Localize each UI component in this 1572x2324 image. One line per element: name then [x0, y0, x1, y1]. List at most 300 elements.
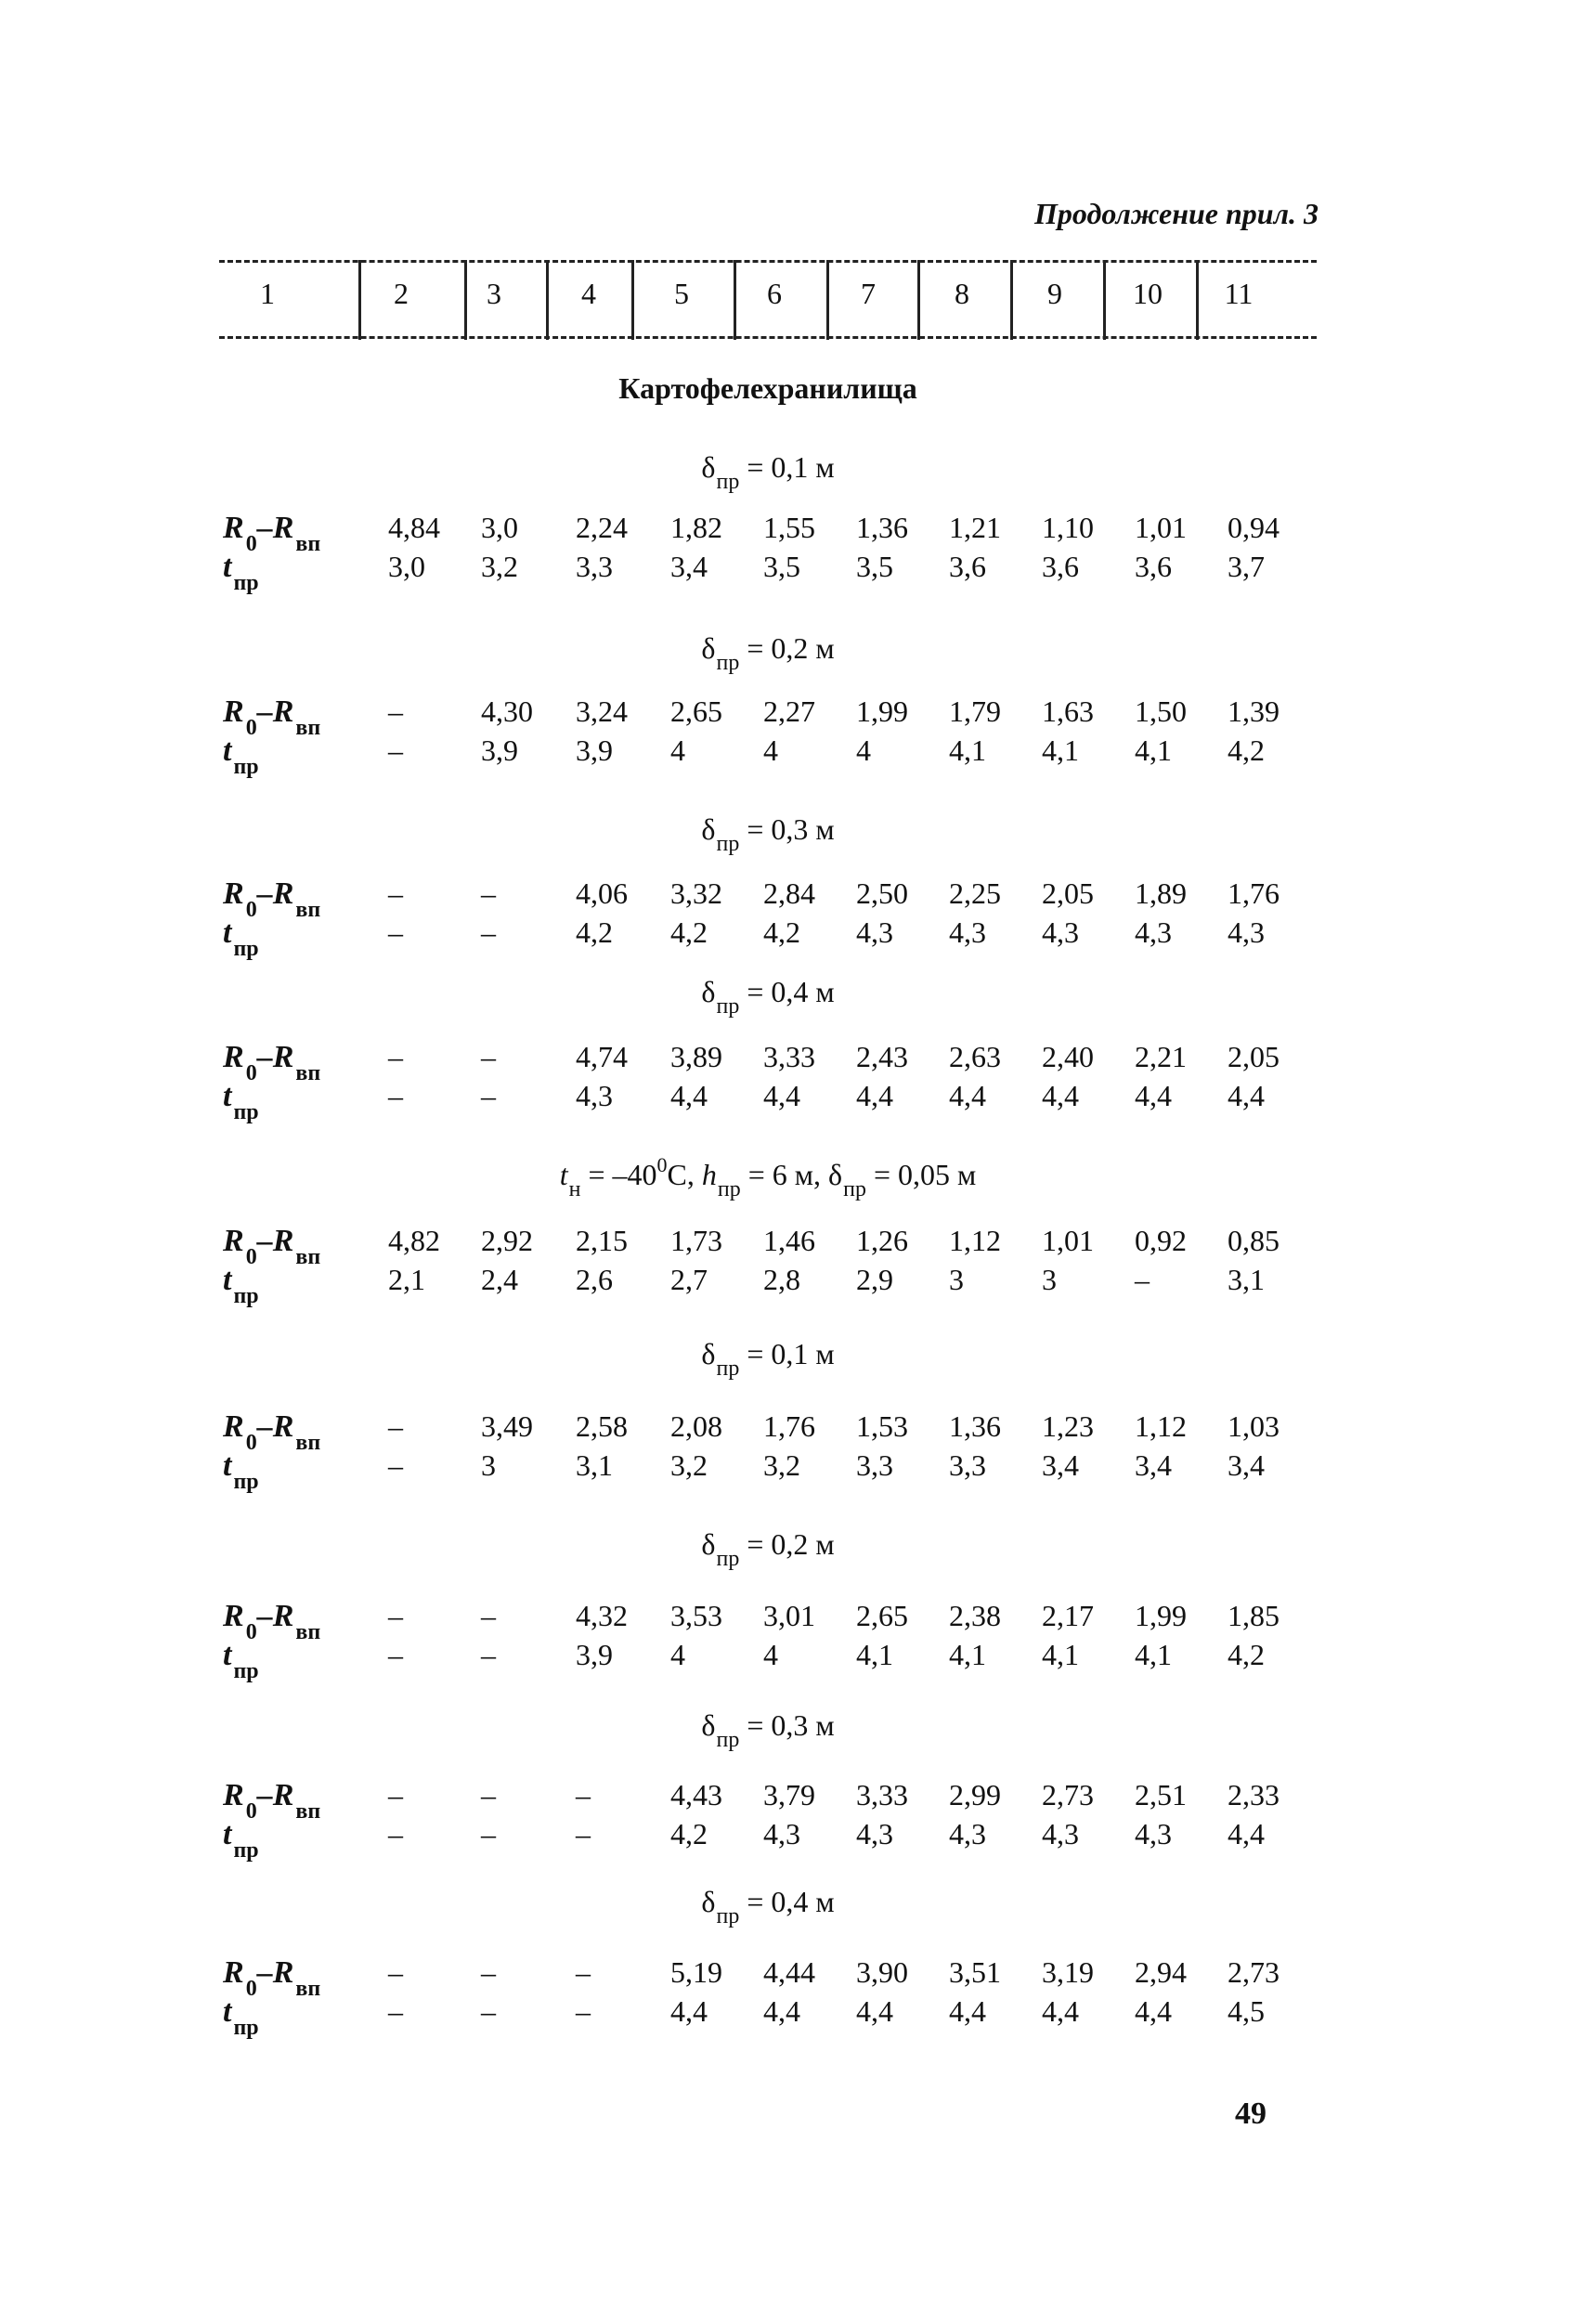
table-cell-t-value: – [1135, 1263, 1150, 1296]
column-divider [917, 260, 920, 340]
table-cell-r-value: 4,06 [576, 876, 628, 910]
table-cell-r-value: 2,38 [949, 1599, 1001, 1632]
row-label-tpr [223, 915, 259, 962]
table-cell-r-value: 1,85 [1228, 1599, 1280, 1632]
table-cell-r-value: 1,23 [1042, 1409, 1094, 1443]
r-dash-symbol: –R [256, 1409, 294, 1444]
group-heading [219, 1708, 1317, 1753]
table-cell-t-value: 4,4 [856, 1079, 893, 1112]
table-cell-t-value: 3,5 [856, 550, 893, 583]
column-divider [1103, 260, 1106, 340]
group-heading [219, 812, 1317, 857]
table-cell-r-value: 1,36 [949, 1409, 1001, 1443]
table-cell-r-value: 2,40 [1042, 1040, 1094, 1073]
r-symbol: R [223, 876, 244, 911]
column-number: 9 [1047, 277, 1062, 310]
table-cell-r-value: 2,05 [1228, 1040, 1280, 1073]
t-subscript: пр [233, 755, 259, 779]
delta-symbol: δ [701, 812, 716, 846]
column-divider [1196, 260, 1199, 340]
table-cell-t-value: 4,3 [576, 1079, 613, 1112]
r-dash-symbol: –R [256, 1955, 294, 1990]
table-cell-t-value: 3,3 [576, 550, 613, 583]
row-label-tpr [223, 734, 259, 780]
table-cell-r-value: 2,65 [670, 695, 722, 728]
table-cell-r-value: 3,01 [763, 1599, 815, 1632]
conditions-line [219, 1153, 1317, 1202]
table-cell-r-value: 1,79 [949, 695, 1001, 728]
delta-subscript: пр [716, 470, 740, 494]
group-heading [219, 1527, 1317, 1572]
delta-symbol: δ [701, 450, 716, 484]
delta-value: = 0,2 м [739, 631, 835, 665]
table-cell-t-value: 3,9 [576, 734, 613, 767]
table-cell-r-value: 5,19 [670, 1955, 722, 1989]
table-cell-r-value: – [576, 1778, 591, 1811]
table-cell-r-value: 2,58 [576, 1409, 628, 1443]
column-number: 4 [581, 277, 596, 310]
delta-value: = 0,1 м [739, 1337, 835, 1370]
column-number: 11 [1224, 277, 1254, 310]
table-cell-t-value: – [481, 915, 496, 949]
table-cell-r-value: 1,12 [1135, 1409, 1187, 1443]
table-cell-t-value: 4,4 [949, 1994, 986, 2028]
r-subscript-vp: вп [295, 1431, 321, 1455]
table-cell-t-value: 4 [763, 734, 778, 767]
delta-value: = 0,3 м [739, 812, 835, 846]
delta-subscript: пр [716, 832, 740, 856]
row-label-tpr [223, 1817, 259, 1863]
r-subscript: 0 [245, 532, 257, 556]
table-cell-t-value: 4,3 [949, 915, 986, 949]
table-cell-t-value: 4,4 [763, 1994, 800, 2028]
r-subscript: 0 [245, 1431, 257, 1455]
table-cell-r-value: 1,46 [763, 1224, 815, 1257]
delta-value: = 0,1 м [739, 450, 835, 484]
table-cell-t-value: 4,3 [856, 1817, 893, 1850]
table-cell-t-value: – [388, 1638, 403, 1671]
delta-subscript: пр [716, 1357, 740, 1381]
r-subscript-vp: вп [295, 898, 321, 922]
group-heading [219, 1885, 1317, 1929]
r-dash-symbol: –R [256, 1040, 294, 1074]
r-subscript-vp: вп [295, 1061, 321, 1085]
table-cell-t-value: 3,4 [1228, 1448, 1265, 1482]
h-value: = 6 м, [740, 1158, 829, 1191]
table-cell-t-value: 4,1 [1135, 1638, 1172, 1671]
table-cell-t-value: 3,9 [481, 734, 518, 767]
t-subscript: пр [233, 937, 259, 961]
r-subscript-vp: вп [295, 532, 321, 556]
table-cell-r-value: – [388, 1778, 403, 1811]
header-bottom-rule [219, 336, 1317, 339]
table-cell-r-value: – [481, 1955, 496, 1989]
running-head: Продолжение прил. 3 [1034, 197, 1319, 230]
table-cell-r-value: – [388, 1409, 403, 1443]
table-cell-r-value: 1,03 [1228, 1409, 1280, 1443]
r-subscript: 0 [245, 898, 257, 922]
delta-value: = 0,2 м [739, 1527, 835, 1561]
r-subscript-vp: вп [295, 1977, 321, 2001]
r-subscript-vp: вп [295, 1799, 321, 1824]
table-cell-r-value: 2,43 [856, 1040, 908, 1073]
table-cell-r-value: 2,05 [1042, 876, 1094, 910]
r-subscript: 0 [245, 1061, 257, 1085]
table-cell-r-value: 3,0 [481, 511, 518, 544]
t-symbol: t [223, 1448, 232, 1483]
table-cell-r-value: 3,89 [670, 1040, 722, 1073]
r-dash-symbol: –R [256, 695, 294, 729]
table-cell-r-value: 2,63 [949, 1040, 1001, 1073]
table-cell-r-value: 3,33 [856, 1778, 908, 1811]
delta-value: = 0,4 м [739, 975, 835, 1008]
table-cell-t-value: 4,3 [1135, 915, 1172, 949]
table-cell-t-value: 2,1 [388, 1263, 425, 1296]
table-cell-t-value: 4,3 [763, 1817, 800, 1850]
delta-symbol: δ [701, 1708, 716, 1742]
t-subscript: пр [233, 1100, 259, 1124]
table-cell-t-value: 3,5 [763, 550, 800, 583]
table-cell-t-value: 3,4 [1042, 1448, 1079, 1482]
table-cell-r-value: 1,26 [856, 1224, 908, 1257]
table-cell-t-value: 4,1 [1042, 734, 1079, 767]
table-cell-t-value: 3,4 [1135, 1448, 1172, 1482]
table-cell-r-value: 4,44 [763, 1955, 815, 1989]
column-number: 5 [674, 277, 689, 310]
table-cell-r-value: – [388, 1955, 403, 1989]
column-divider [358, 260, 361, 340]
table-cell-t-value: 2,9 [856, 1263, 893, 1296]
r-symbol: R [223, 1224, 244, 1258]
column-divider [1010, 260, 1013, 340]
table-cell-r-value: 2,21 [1135, 1040, 1187, 1073]
page-number: 49 [1235, 2097, 1267, 2131]
r-subscript-vp: вп [295, 716, 321, 740]
table-cell-t-value: 4,4 [949, 1079, 986, 1112]
table-cell-t-value: 2,7 [670, 1263, 708, 1296]
table-cell-t-value: – [388, 1994, 403, 2028]
delta-subscript: пр [716, 1728, 740, 1752]
t-h-symbol: t [559, 1158, 568, 1191]
t-subscript: пр [233, 571, 259, 595]
table-cell-t-value: 3,2 [481, 550, 518, 583]
table-cell-t-value: 4,2 [1228, 734, 1265, 767]
table-cell-t-value: 3,7 [1228, 550, 1265, 583]
table-cell-t-value: 4,3 [856, 915, 893, 949]
t-symbol: t [223, 1263, 232, 1297]
table-cell-t-value: – [481, 1817, 496, 1850]
t-symbol: t [223, 915, 232, 950]
table-cell-t-value: 4,2 [1228, 1638, 1265, 1671]
r-symbol: R [223, 695, 244, 729]
table-cell-r-value: 2,24 [576, 511, 628, 544]
table-cell-r-value: 3,33 [763, 1040, 815, 1073]
table-cell-r-value: 1,99 [1135, 1599, 1187, 1632]
delta-symbol: δ [701, 1527, 716, 1561]
t-subscript: пр [233, 1659, 259, 1683]
row-label-tpr [223, 1079, 259, 1125]
t-h-value: = –40 [580, 1158, 657, 1191]
table-cell-t-value: 4 [763, 1638, 778, 1671]
table-cell-r-value: 2,92 [481, 1224, 533, 1257]
table-cell-t-value: – [388, 1448, 403, 1482]
table-cell-t-value: – [481, 1638, 496, 1671]
r-dash-symbol: –R [256, 1778, 294, 1812]
table-cell-r-value: – [481, 1040, 496, 1073]
t-subscript: пр [233, 1284, 259, 1308]
table-cell-t-value: 4,2 [763, 915, 800, 949]
table-cell-t-value: 4,2 [576, 915, 613, 949]
table-cell-t-value: 4,5 [1228, 1994, 1265, 2028]
table-cell-t-value: 4,2 [670, 1817, 708, 1850]
t-subscript: пр [233, 1838, 259, 1863]
table-cell-t-value: 4,1 [949, 734, 986, 767]
table-cell-t-value: 4,3 [1228, 915, 1265, 949]
table-cell-r-value: 4,43 [670, 1778, 722, 1811]
delta-symbol: δ [701, 975, 716, 1008]
table-cell-r-value: – [388, 695, 403, 728]
table-cell-r-value: 2,33 [1228, 1778, 1280, 1811]
delta-symbol: δ [701, 1885, 716, 1918]
table-cell-r-value: – [388, 1599, 403, 1632]
table-cell-t-value: 3 [949, 1263, 964, 1296]
table-cell-r-value: 3,32 [670, 876, 722, 910]
group-heading [219, 450, 1317, 495]
column-number: 10 [1133, 277, 1163, 310]
table-cell-r-value: – [576, 1955, 591, 1989]
table-cell-t-value: – [388, 1817, 403, 1850]
table-cell-t-value: 4,3 [1042, 915, 1079, 949]
table-cell-r-value: 2,65 [856, 1599, 908, 1632]
column-divider [734, 260, 736, 340]
table-cell-r-value: 3,53 [670, 1599, 722, 1632]
table-cell-t-value: 3 [481, 1448, 496, 1482]
table-cell-t-value: 4,4 [1042, 1994, 1079, 2028]
table-cell-r-value: 1,99 [856, 695, 908, 728]
table-cell-t-value: 4,3 [949, 1817, 986, 1850]
r-subscript: 0 [245, 1245, 257, 1269]
delta-value: = 0,05 м [865, 1158, 977, 1191]
table-cell-t-value: 4,4 [1228, 1817, 1265, 1850]
h-subscript: пр [717, 1177, 741, 1201]
t-h-unit: С, [667, 1158, 702, 1191]
table-cell-r-value: 1,01 [1042, 1224, 1094, 1257]
table-cell-t-value: 3,1 [1228, 1263, 1265, 1296]
table-cell-r-value: 3,19 [1042, 1955, 1094, 1989]
table-cell-r-value: 1,55 [763, 511, 815, 544]
table-cell-r-value: 0,94 [1228, 511, 1280, 544]
delta-subscript: пр [716, 1904, 740, 1928]
t-subscript: пр [233, 1470, 259, 1494]
t-h-subscript: н [568, 1177, 581, 1201]
table-cell-r-value: 2,15 [576, 1224, 628, 1257]
degree-mark: 0 [656, 1153, 668, 1176]
table-cell-r-value: 4,32 [576, 1599, 628, 1632]
table-cell-r-value: 1,76 [1228, 876, 1280, 910]
table-cell-r-value: 0,85 [1228, 1224, 1280, 1257]
table-cell-t-value: 4,4 [856, 1994, 893, 2028]
table-cell-t-value: 4,4 [670, 1079, 708, 1112]
table-cell-t-value: 2,4 [481, 1263, 518, 1296]
table-cell-t-value: 4,4 [1135, 1994, 1172, 2028]
table-cell-r-value: 2,27 [763, 695, 815, 728]
table-cell-t-value: 4,4 [763, 1079, 800, 1112]
table-cell-t-value: 3,2 [670, 1448, 708, 1482]
table-cell-r-value: 2,99 [949, 1778, 1001, 1811]
header-top-rule [219, 260, 1317, 263]
row-label-tpr [223, 1994, 259, 2041]
h-symbol: h [701, 1158, 717, 1191]
r-symbol: R [223, 1599, 244, 1633]
t-symbol: t [223, 1638, 232, 1672]
group-heading [219, 975, 1317, 1019]
t-symbol: t [223, 1817, 232, 1851]
r-symbol: R [223, 1409, 244, 1444]
table-cell-t-value: 3,6 [949, 550, 986, 583]
group-heading [219, 631, 1317, 676]
table-cell-t-value: 4 [856, 734, 871, 767]
column-divider [631, 260, 634, 340]
table-cell-r-value: 1,89 [1135, 876, 1187, 910]
table-cell-r-value: 4,82 [388, 1224, 440, 1257]
t-symbol: t [223, 1994, 232, 2029]
table-cell-t-value: 3,6 [1042, 550, 1079, 583]
table-cell-r-value: 4,30 [481, 695, 533, 728]
table-cell-r-value: 1,53 [856, 1409, 908, 1443]
table-cell-t-value: 4,4 [670, 1994, 708, 2028]
delta-symbol: δ [701, 1337, 716, 1370]
table-cell-t-value: – [388, 1079, 403, 1112]
table-cell-r-value: 4,84 [388, 511, 440, 544]
r-subscript-vp: вп [295, 1245, 321, 1269]
table-cell-t-value: 4,1 [949, 1638, 986, 1671]
delta-symbol: δ [701, 631, 716, 665]
r-symbol: R [223, 1040, 244, 1074]
r-symbol: R [223, 1778, 244, 1812]
table-cell-r-value: 3,49 [481, 1409, 533, 1443]
column-number: 2 [394, 277, 409, 310]
t-symbol: t [223, 550, 232, 584]
table-cell-r-value: 1,21 [949, 511, 1001, 544]
column-divider [546, 260, 549, 340]
table-cell-r-value: – [481, 1778, 496, 1811]
table-cell-r-value: 3,79 [763, 1778, 815, 1811]
table-cell-r-value: 1,01 [1135, 511, 1187, 544]
table-cell-r-value: 1,76 [763, 1409, 815, 1443]
table-cell-t-value: 3,4 [670, 550, 708, 583]
table-cell-t-value: – [388, 734, 403, 767]
delta-subscript: пр [716, 651, 740, 675]
delta-subscript: пр [716, 1547, 740, 1571]
table-cell-r-value: 1,10 [1042, 511, 1094, 544]
table-cell-t-value: 4,4 [1042, 1079, 1079, 1112]
table-cell-t-value: 4 [670, 1638, 685, 1671]
delta-value: = 0,4 м [739, 1885, 835, 1918]
table-cell-r-value: – [388, 876, 403, 910]
table-cell-r-value: 2,94 [1135, 1955, 1187, 1989]
table-cell-t-value: 3,0 [388, 550, 425, 583]
table-cell-t-value: 2,8 [763, 1263, 800, 1296]
column-number: 8 [955, 277, 969, 310]
table-cell-r-value: 1,73 [670, 1224, 722, 1257]
t-subscript: пр [233, 2016, 259, 2040]
column-number: 6 [767, 277, 782, 310]
row-label-tpr [223, 1448, 259, 1495]
r-subscript: 0 [245, 716, 257, 740]
column-number: 1 [260, 277, 275, 310]
table-cell-r-value: 2,73 [1042, 1778, 1094, 1811]
r-subscript: 0 [245, 1977, 257, 2001]
table-cell-r-value: 3,51 [949, 1955, 1001, 1989]
table-cell-t-value: 4,1 [856, 1638, 893, 1671]
table-cell-t-value: 4,3 [1135, 1817, 1172, 1850]
column-number: 3 [487, 277, 501, 310]
table-cell-r-value: 2,84 [763, 876, 815, 910]
column-number: 7 [861, 277, 876, 310]
table-cell-t-value: 4 [670, 734, 685, 767]
table-cell-r-value: 1,82 [670, 511, 722, 544]
column-header [219, 254, 1317, 345]
table-cell-r-value: – [481, 1599, 496, 1632]
table-cell-r-value: 1,39 [1228, 695, 1280, 728]
row-label-tpr [223, 550, 259, 596]
table-cell-r-value: 4,74 [576, 1040, 628, 1073]
table-cell-r-value: 1,63 [1042, 695, 1094, 728]
table-cell-r-value: 1,36 [856, 511, 908, 544]
r-dash-symbol: –R [256, 876, 294, 911]
delta-subscript: пр [716, 994, 740, 1019]
table-cell-r-value: 2,73 [1228, 1955, 1280, 1989]
r-dash-symbol: –R [256, 511, 294, 545]
r-symbol: R [223, 1955, 244, 1990]
table-cell-t-value: 3,2 [763, 1448, 800, 1482]
table-cell-t-value: 4,3 [1042, 1817, 1079, 1850]
table-cell-t-value: 3,3 [949, 1448, 986, 1482]
table-cell-t-value: 4,4 [1135, 1079, 1172, 1112]
table-cell-r-value: 3,90 [856, 1955, 908, 1989]
row-label-tpr [223, 1638, 259, 1684]
table-cell-t-value: 2,6 [576, 1263, 613, 1296]
table-cell-t-value: – [576, 1994, 591, 2028]
table-cell-r-value: 1,12 [949, 1224, 1001, 1257]
group-heading [219, 1337, 1317, 1382]
table-cell-r-value: 2,25 [949, 876, 1001, 910]
table-cell-t-value: – [388, 915, 403, 949]
column-divider [826, 260, 829, 340]
table-cell-r-value: 2,17 [1042, 1599, 1094, 1632]
table-cell-r-value: 2,08 [670, 1409, 722, 1443]
table-cell-t-value: 4,1 [1042, 1638, 1079, 1671]
r-subscript: 0 [245, 1799, 257, 1824]
table-cell-t-value: 3,1 [576, 1448, 613, 1482]
delta-value: = 0,3 м [739, 1708, 835, 1742]
delta-subscript: пр [843, 1177, 866, 1201]
table-cell-t-value: 4,4 [1228, 1079, 1265, 1112]
t-symbol: t [223, 1079, 232, 1113]
table-cell-r-value: – [388, 1040, 403, 1073]
table-cell-t-value: – [481, 1079, 496, 1112]
r-dash-symbol: –R [256, 1224, 294, 1258]
row-label-tpr [223, 1263, 259, 1309]
table-cell-t-value: 3,9 [576, 1638, 613, 1671]
r-dash-symbol: –R [256, 1599, 294, 1633]
table-cell-r-value: 3,24 [576, 695, 628, 728]
r-subscript: 0 [245, 1620, 257, 1644]
table-cell-t-value: 4,1 [1135, 734, 1172, 767]
table-cell-t-value: – [576, 1817, 591, 1850]
table-cell-r-value: 2,50 [856, 876, 908, 910]
table-cell-t-value: 3,3 [856, 1448, 893, 1482]
